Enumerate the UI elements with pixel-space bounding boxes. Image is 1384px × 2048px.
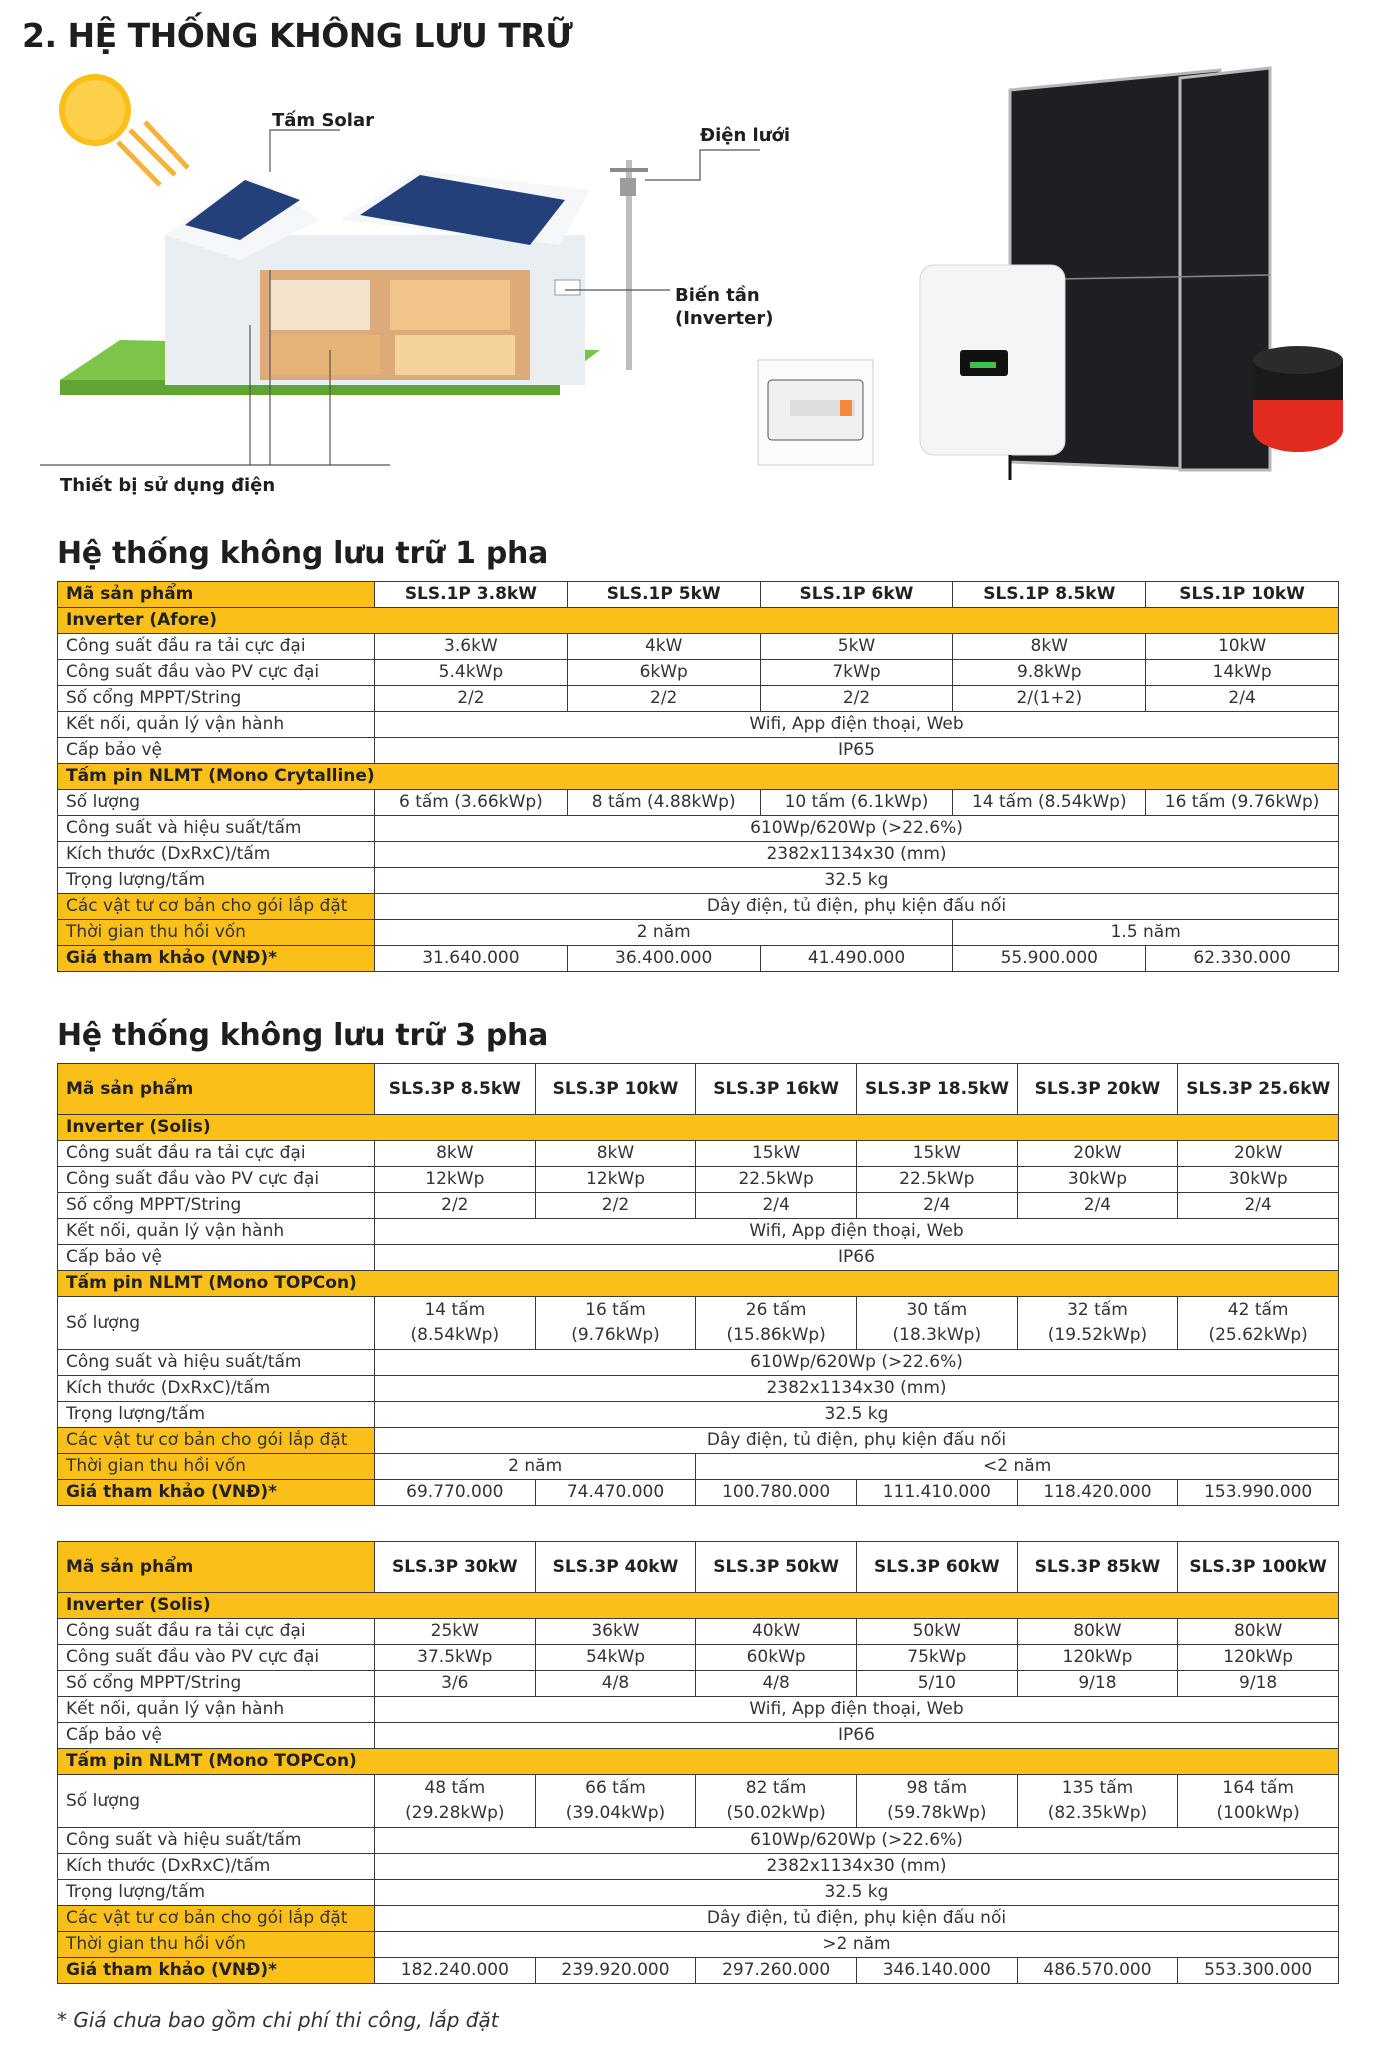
table-row — [58, 738, 1339, 764]
panel-count: 82 tấm — [745, 1778, 807, 1798]
cell: 20kW — [1178, 1141, 1339, 1167]
cell: 25kW — [375, 1619, 536, 1645]
panel-count: 48 tấm — [424, 1778, 486, 1798]
row-label: Thời gian thu hồi vốn — [58, 1932, 375, 1958]
table-row — [58, 660, 1339, 686]
row-label: Công suất và hiệu suất/tấm — [58, 816, 375, 842]
cell: 2/2 — [567, 686, 760, 712]
model-name: SLS.3P 30kW — [375, 1542, 536, 1593]
cell: 32.5 kg — [375, 1402, 1339, 1428]
cell: 2/2 — [375, 686, 568, 712]
cell: 2/2 — [375, 1193, 536, 1219]
table-row — [58, 1671, 1339, 1697]
panel-count: 32 tấm — [1067, 1300, 1128, 1320]
cell: 75kWp — [856, 1645, 1017, 1671]
model-name: SLS.3P 40kW — [535, 1542, 696, 1593]
cell: 3/6 — [375, 1671, 536, 1697]
row-label: Công suất đầu vào PV cực đại — [58, 1645, 375, 1671]
price-cell: 239.920.000 — [535, 1958, 696, 1984]
sun-icon — [59, 74, 188, 185]
row-label: Số lượng — [58, 790, 375, 816]
panel-count: 16 tấm — [585, 1300, 646, 1320]
cell: 22.5kWp — [856, 1167, 1017, 1193]
cell: 14kWp — [1146, 660, 1339, 686]
cell: 610Wp/620Wp (>22.6%) — [375, 1828, 1339, 1854]
header-label: Mã sản phẩm — [58, 1542, 375, 1593]
cell — [1178, 1297, 1339, 1350]
price-cell: 41.490.000 — [760, 946, 953, 972]
row-label: Thời gian thu hồi vốn — [58, 1454, 375, 1480]
cell — [1017, 1775, 1178, 1828]
cell — [375, 1297, 536, 1350]
callout-inverter-line2: (Inverter) — [675, 308, 774, 329]
cell: 7kWp — [760, 660, 953, 686]
table-row — [58, 1141, 1339, 1167]
table-row — [58, 920, 1339, 946]
cell: 8kW — [375, 1141, 536, 1167]
model-name: SLS.1P 3.8kW — [375, 582, 568, 608]
group-row-inverter — [58, 1593, 1339, 1619]
group-label: Inverter (Afore) — [58, 608, 1339, 634]
row-label: Số cổng MPPT/String — [58, 1193, 375, 1219]
cell: >2 năm — [375, 1932, 1339, 1958]
row-label: Kích thước (DxRxC)/tấm — [58, 842, 375, 868]
cell: 120kWp — [1017, 1645, 1178, 1671]
table-row — [58, 1219, 1339, 1245]
panel-count: 14 tấm — [424, 1300, 486, 1320]
cell: 2/4 — [856, 1193, 1017, 1219]
cell: 2/4 — [696, 1193, 857, 1219]
table-row — [58, 1775, 1339, 1828]
price-cell: 36.400.000 — [567, 946, 760, 972]
hero-illustration — [0, 60, 1384, 510]
row-label: Trọng lượng/tấm — [58, 868, 375, 894]
table-row — [58, 1906, 1339, 1932]
cell: 37.5kWp — [375, 1645, 536, 1671]
row-label: Kết nối, quản lý vận hành — [58, 1219, 375, 1245]
model-name: SLS.3P 16kW — [696, 1064, 857, 1115]
cell: 2/(1+2) — [953, 686, 1146, 712]
panel-count: 98 tấm — [906, 1778, 968, 1798]
row-label: Kết nối, quản lý vận hành — [58, 712, 375, 738]
group-row-panel — [58, 764, 1339, 790]
row-label: Các vật tư cơ bản cho gói lắp đặt — [58, 894, 375, 920]
cell: IP65 — [375, 738, 1339, 764]
spec-table-3-phase-b — [57, 1541, 1339, 1984]
cell: 2/4 — [1017, 1193, 1178, 1219]
cell: 4kW — [567, 634, 760, 660]
cell — [1017, 1297, 1178, 1350]
panel-kwp: (50.02kWp) — [726, 1803, 826, 1823]
price-footnote: * Giá chưa bao gồm chi phí thi công, lắp đặt — [57, 2008, 499, 2032]
price-cell: 553.300.000 — [1178, 1958, 1339, 1984]
table-row — [58, 1697, 1339, 1723]
row-label: Số cổng MPPT/String — [58, 1671, 375, 1697]
cell: Wifi, App điện thoại, Web — [375, 712, 1339, 738]
cell: 4/8 — [535, 1671, 696, 1697]
row-label: Giá tham khảo (VNĐ)* — [58, 946, 375, 972]
cell: 120kWp — [1178, 1645, 1339, 1671]
price-cell: 182.240.000 — [375, 1958, 536, 1984]
cell: 8kW — [535, 1141, 696, 1167]
table-row — [58, 790, 1339, 816]
power-pole-icon — [610, 160, 648, 370]
row-label: Giá tham khảo (VNĐ)* — [58, 1480, 375, 1506]
cell: 40kW — [696, 1619, 857, 1645]
cell: 2382x1134x30 (mm) — [375, 1376, 1339, 1402]
table-row — [58, 1619, 1339, 1645]
cell: Wifi, App điện thoại, Web — [375, 1219, 1339, 1245]
model-name: SLS.1P 10kW — [1146, 582, 1339, 608]
price-cell: 31.640.000 — [375, 946, 568, 972]
cell: 9/18 — [1178, 1671, 1339, 1697]
cell: 54kWp — [535, 1645, 696, 1671]
row-label: Công suất đầu ra tải cực đại — [58, 1619, 375, 1645]
row-label: Số cổng MPPT/String — [58, 686, 375, 712]
cell: 30kWp — [1178, 1167, 1339, 1193]
table-row-price — [58, 946, 1339, 972]
cell: 10 tấm (6.1kWp) — [760, 790, 953, 816]
group-row-inverter — [58, 1115, 1339, 1141]
row-label: Cấp bảo vệ — [58, 1245, 375, 1271]
model-name: SLS.3P 25.6kW — [1178, 1064, 1339, 1115]
table-row — [58, 1167, 1339, 1193]
table-row — [58, 1932, 1339, 1958]
cell: 30kWp — [1017, 1167, 1178, 1193]
cell: 32.5 kg — [375, 868, 1339, 894]
cell: 9/18 — [1017, 1671, 1178, 1697]
table-row — [58, 1880, 1339, 1906]
cell: IP66 — [375, 1723, 1339, 1749]
cell: 14 tấm (8.54kWp) — [953, 790, 1146, 816]
table-row — [58, 1297, 1339, 1350]
cell: 2 năm — [375, 920, 953, 946]
cell: 22.5kWp — [696, 1167, 857, 1193]
table-header-row — [58, 1542, 1339, 1593]
model-name: SLS.1P 8.5kW — [953, 582, 1146, 608]
panel-count: 135 tấm — [1061, 1778, 1134, 1798]
model-name: SLS.3P 20kW — [1017, 1064, 1178, 1115]
model-name: SLS.3P 85kW — [1017, 1542, 1178, 1593]
table-row — [58, 1428, 1339, 1454]
cell: 80kW — [1178, 1619, 1339, 1645]
table-row — [58, 1723, 1339, 1749]
model-name: SLS.1P 6kW — [760, 582, 953, 608]
cell: 2/2 — [760, 686, 953, 712]
cell — [696, 1297, 857, 1350]
cell: 12kWp — [535, 1167, 696, 1193]
table-row — [58, 868, 1339, 894]
row-label: Các vật tư cơ bản cho gói lắp đặt — [58, 1428, 375, 1454]
table-row — [58, 1245, 1339, 1271]
panel-kwp: (100kWp) — [1216, 1803, 1300, 1823]
panel-kwp: (9.76kWp) — [571, 1325, 660, 1345]
cell — [856, 1775, 1017, 1828]
callout-appliances: Thiết bị sử dụng điện — [60, 475, 276, 496]
model-name: SLS.3P 100kW — [1178, 1542, 1339, 1593]
group-label: Tấm pin NLMT (Mono TOPCon) — [58, 1749, 1339, 1775]
price-cell: 486.570.000 — [1017, 1958, 1178, 1984]
panel-count: 42 tấm — [1227, 1300, 1289, 1320]
row-label: Công suất và hiệu suất/tấm — [58, 1828, 375, 1854]
cell: 16 tấm (9.76kWp) — [1146, 790, 1339, 816]
panel-kwp: (82.35kWp) — [1047, 1803, 1148, 1823]
row-label: Công suất và hiệu suất/tấm — [58, 1350, 375, 1376]
price-cell: 62.330.000 — [1146, 946, 1339, 972]
table-row-price — [58, 1958, 1339, 1984]
cell: Dây điện, tủ điện, phụ kiện đấu nối — [375, 1428, 1339, 1454]
cell — [375, 1775, 536, 1828]
cell: Wifi, App điện thoại, Web — [375, 1697, 1339, 1723]
cable-roll-product-image — [1253, 346, 1343, 452]
callout-grid: Điện lưới — [700, 125, 791, 146]
price-cell: 74.470.000 — [535, 1480, 696, 1506]
panel-count: 164 tấm — [1222, 1778, 1294, 1798]
table-row — [58, 1402, 1339, 1428]
group-label: Inverter (Solis) — [58, 1593, 1339, 1619]
row-label: Kích thước (DxRxC)/tấm — [58, 1854, 375, 1880]
row-label: Trọng lượng/tấm — [58, 1880, 375, 1906]
table-row — [58, 1376, 1339, 1402]
cell: 2382x1134x30 (mm) — [375, 842, 1339, 868]
cell: <2 năm — [696, 1454, 1339, 1480]
panel-kwp: (29.28kWp) — [405, 1803, 505, 1823]
table-row-price — [58, 1480, 1339, 1506]
table-row — [58, 1454, 1339, 1480]
cell: 15kW — [696, 1141, 857, 1167]
price-cell: 100.780.000 — [696, 1480, 857, 1506]
cell: 1.5 năm — [953, 920, 1339, 946]
model-name: SLS.1P 5kW — [567, 582, 760, 608]
cell: IP66 — [375, 1245, 1339, 1271]
cell — [535, 1775, 696, 1828]
group-label: Tấm pin NLMT (Mono TOPCon) — [58, 1271, 1339, 1297]
section-title-1-phase: Hệ thống không lưu trữ 1 pha — [57, 536, 549, 571]
cell: 6kWp — [567, 660, 760, 686]
panel-count: 66 tấm — [585, 1778, 646, 1798]
cell: 15kW — [856, 1141, 1017, 1167]
row-label: Cấp bảo vệ — [58, 738, 375, 764]
cell: 10kW — [1146, 634, 1339, 660]
row-label: Công suất đầu vào PV cực đại — [58, 660, 375, 686]
cell: 610Wp/620Wp (>22.6%) — [375, 816, 1339, 842]
row-label: Các vật tư cơ bản cho gói lắp đặt — [58, 1906, 375, 1932]
page-heading: 2. HỆ THỐNG KHÔNG LƯU TRỮ — [22, 16, 573, 55]
cell: 2/2 — [535, 1193, 696, 1219]
panel-kwp: (25.62kWp) — [1208, 1325, 1308, 1345]
table-row — [58, 1645, 1339, 1671]
row-label: Số lượng — [58, 1297, 375, 1350]
cell: 2/4 — [1146, 686, 1339, 712]
cell: 9.8kWp — [953, 660, 1146, 686]
price-cell: 118.420.000 — [1017, 1480, 1178, 1506]
combiner-box-product-image — [758, 360, 873, 465]
table-row — [58, 634, 1339, 660]
group-label: Tấm pin NLMT (Mono Crytalline) — [58, 764, 1339, 790]
cell: Dây điện, tủ điện, phụ kiện đấu nối — [375, 1906, 1339, 1932]
row-label: Cấp bảo vệ — [58, 1723, 375, 1749]
header-label: Mã sản phẩm — [58, 582, 375, 608]
panel-count: 30 tấm — [906, 1300, 968, 1320]
cell: 5.4kWp — [375, 660, 568, 686]
table-header-row — [58, 582, 1339, 608]
cell — [856, 1297, 1017, 1350]
price-cell: 55.900.000 — [953, 946, 1146, 972]
cell: Dây điện, tủ điện, phụ kiện đấu nối — [375, 894, 1339, 920]
header-label: Mã sản phẩm — [58, 1064, 375, 1115]
group-row-panel — [58, 1749, 1339, 1775]
cell: 8kW — [953, 634, 1146, 660]
row-label: Công suất đầu ra tải cực đại — [58, 634, 375, 660]
cell: 12kWp — [375, 1167, 536, 1193]
cell: 50kW — [856, 1619, 1017, 1645]
model-name: SLS.3P 60kW — [856, 1542, 1017, 1593]
cell: 6 tấm (3.66kWp) — [375, 790, 568, 816]
group-row-panel — [58, 1271, 1339, 1297]
row-label: Giá tham khảo (VNĐ)* — [58, 1958, 375, 1984]
spec-table-1-phase — [57, 581, 1339, 972]
cell: 5kW — [760, 634, 953, 660]
table-row — [58, 1828, 1339, 1854]
panel-kwp: (39.04kWp) — [565, 1803, 666, 1823]
panel-kwp: (19.52kWp) — [1047, 1325, 1148, 1345]
price-cell: 297.260.000 — [696, 1958, 857, 1984]
cell: 60kWp — [696, 1645, 857, 1671]
group-row-inverter — [58, 608, 1339, 634]
cell: 3.6kW — [375, 634, 568, 660]
table-row — [58, 1854, 1339, 1880]
model-name: SLS.3P 18.5kW — [856, 1064, 1017, 1115]
table-row — [58, 816, 1339, 842]
cell: 4/8 — [696, 1671, 857, 1697]
row-label: Thời gian thu hồi vốn — [58, 920, 375, 946]
table-row — [58, 894, 1339, 920]
cell — [696, 1775, 857, 1828]
group-label: Inverter (Solis) — [58, 1115, 1339, 1141]
row-label: Kết nối, quản lý vận hành — [58, 1697, 375, 1723]
model-name: SLS.3P 8.5kW — [375, 1064, 536, 1115]
cell: 80kW — [1017, 1619, 1178, 1645]
cell — [535, 1297, 696, 1350]
model-name: SLS.3P 50kW — [696, 1542, 857, 1593]
cell: 610Wp/620Wp (>22.6%) — [375, 1350, 1339, 1376]
panel-kwp: (8.54kWp) — [410, 1325, 500, 1345]
price-cell: 153.990.000 — [1178, 1480, 1339, 1506]
price-cell: 346.140.000 — [856, 1958, 1017, 1984]
model-name: SLS.3P 10kW — [535, 1064, 696, 1115]
row-label: Công suất đầu ra tải cực đại — [58, 1141, 375, 1167]
row-label: Kích thước (DxRxC)/tấm — [58, 1376, 375, 1402]
price-cell: 69.770.000 — [375, 1480, 536, 1506]
callout-inverter-line1: Biến tần — [675, 285, 760, 306]
cell: 32.5 kg — [375, 1880, 1339, 1906]
table-row — [58, 686, 1339, 712]
callout-solar-panel: Tấm Solar — [272, 110, 374, 131]
panel-kwp: (18.3kWp) — [892, 1325, 982, 1345]
table-row — [58, 1350, 1339, 1376]
cell: 8 tấm (4.88kWp) — [567, 790, 760, 816]
table-row — [58, 712, 1339, 738]
panel-kwp: (15.86kWp) — [726, 1325, 826, 1345]
section-title-3-phase: Hệ thống không lưu trữ 3 pha — [57, 1018, 549, 1053]
cell — [1178, 1775, 1339, 1828]
table-row — [58, 842, 1339, 868]
panel-kwp: (59.78kWp) — [887, 1803, 987, 1823]
cell: 2382x1134x30 (mm) — [375, 1854, 1339, 1880]
table-header-row — [58, 1064, 1339, 1115]
panel-count: 26 tấm — [745, 1300, 807, 1320]
row-label: Trọng lượng/tấm — [58, 1402, 375, 1428]
table-row — [58, 1193, 1339, 1219]
price-cell: 111.410.000 — [856, 1480, 1017, 1506]
row-label: Công suất đầu vào PV cực đại — [58, 1167, 375, 1193]
inverter-product-image — [920, 265, 1065, 480]
cell: 2/4 — [1178, 1193, 1339, 1219]
spec-table-3-phase-a — [57, 1063, 1339, 1506]
row-label: Số lượng — [58, 1775, 375, 1828]
cell: 2 năm — [375, 1454, 696, 1480]
cell: 20kW — [1017, 1141, 1178, 1167]
cell: 36kW — [535, 1619, 696, 1645]
cell: 5/10 — [856, 1671, 1017, 1697]
